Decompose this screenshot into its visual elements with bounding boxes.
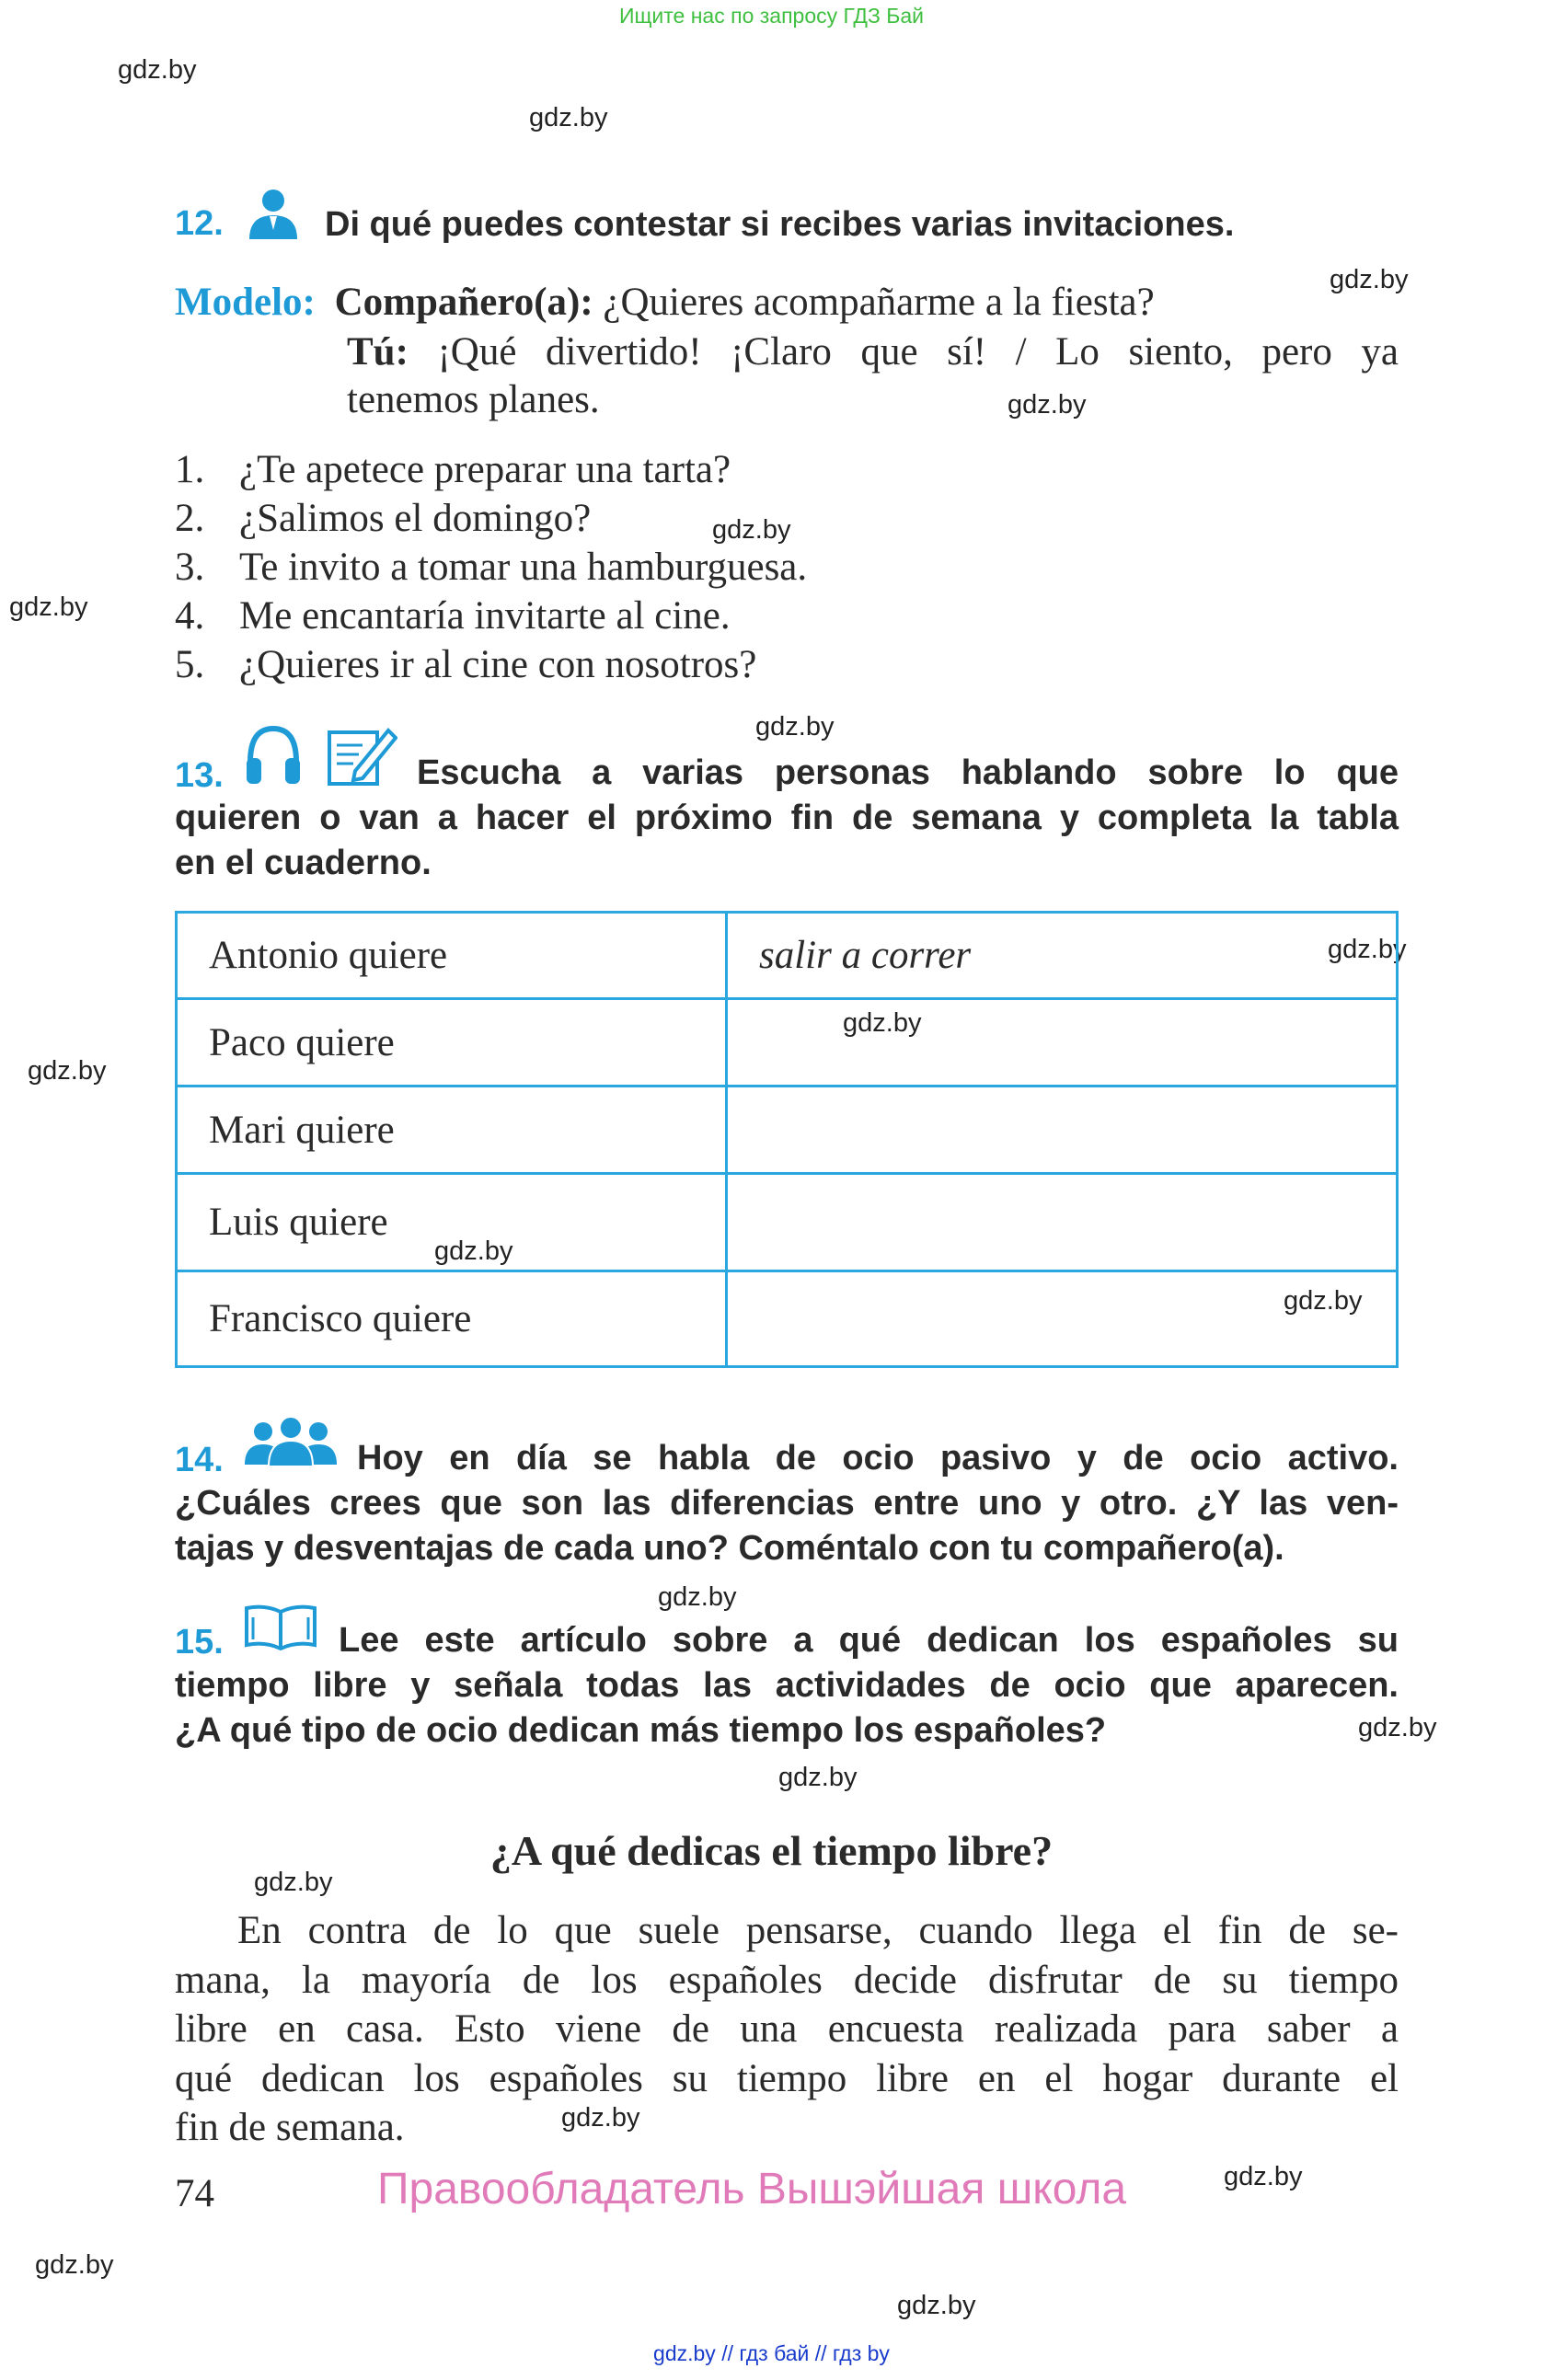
watermark: gdz.by <box>254 1868 333 1897</box>
modelo-label: Modelo: <box>175 281 316 324</box>
table-row <box>178 1175 1396 1272</box>
article-body <box>175 1906 1399 2153</box>
table-cell-answer: salir a correr <box>759 934 972 977</box>
list-item-number: 1. <box>175 448 205 491</box>
exercise-15-line-2: tiempo libre y señala todas las actividades de ocio que aparecen. <box>175 1666 1399 1705</box>
watermark: gdz.by <box>1330 265 1409 294</box>
list-item-number: 3. <box>175 546 205 589</box>
watermark: gdz.by <box>712 515 791 545</box>
watermark: gdz.by <box>1284 1286 1363 1316</box>
exercise-15-line-3: ¿A qué tipo de ocio dedican más tiempo los españoles? <box>175 1711 1107 1750</box>
person-icon <box>245 186 302 241</box>
table-cell-answer <box>728 1000 1396 1085</box>
list-item-text: Me encantaría invitarte al cine. <box>239 594 731 638</box>
modelo-line-1 <box>175 280 1155 325</box>
exercise-13-number: 13. <box>175 756 224 795</box>
table-cell-answer <box>728 1175 1396 1270</box>
top-banner: Ищите нас по запросу ГДЗ Бай <box>618 4 925 28</box>
list-item <box>175 496 591 541</box>
table-row <box>178 1272 1396 1365</box>
watermark: gdz.by <box>28 1056 107 1086</box>
list-item-number: 5. <box>175 643 205 686</box>
exercise-13-instruction <box>175 751 1399 886</box>
article-line: libre en casa. Esto viene de una encuesta realizada para saber a <box>175 2007 1399 2051</box>
article-line: qué dedican los españoles su tiempo libre en el hogar durante el <box>175 2056 1399 2100</box>
companero-label: Compañero(a): <box>334 281 593 324</box>
copyright-notice: Правообладатель Вышэйшая школа <box>377 2165 1127 2213</box>
watermark: gdz.by <box>843 1008 922 1038</box>
exercise-14-line-3: tajas y desventajas de cada uno? Coméntalo con tu compañero(a). <box>175 1529 1284 1568</box>
table-cell-name: Luis quiere <box>178 1175 728 1270</box>
watermark: gdz.by <box>755 712 835 742</box>
exercise-14-number: 14. <box>175 1441 224 1479</box>
companero-text: ¿Quieres acompañarme a la fiesta? <box>603 281 1155 324</box>
list-item <box>175 593 731 638</box>
table-cell-name: Paco quiere <box>178 1000 728 1085</box>
list-item-number: 4. <box>175 594 205 638</box>
watermark: gdz.by <box>897 2291 976 2320</box>
table-cell-answer <box>728 1272 1396 1365</box>
table-row <box>178 914 1396 1000</box>
modelo-line-2 <box>347 329 1399 374</box>
watermark: gdz.by <box>778 1763 858 1792</box>
list-item-text: ¿Salimos el domingo? <box>239 497 592 540</box>
table-cell-name: Antonio quiere <box>178 914 728 997</box>
answer-table <box>175 911 1399 1368</box>
exercise-15-line-1: Lee este artículo sobre a qué dedican los españoles su <box>339 1621 1399 1660</box>
exercise-14-line-1: Hoy en día se habla de ocio pasivo y de ocio activo. <box>357 1439 1399 1477</box>
watermark: gdz.by <box>1224 2162 1303 2191</box>
table-row <box>178 1000 1396 1087</box>
watermark: gdz.by <box>118 55 197 85</box>
table-cell-name: Francisco quiere <box>178 1272 728 1365</box>
article-line: En contra de lo que suele pensarse, cuando llega el fin de se- <box>237 1909 1399 1952</box>
list-item-text: ¿Quieres ir al cine con nosotros? <box>239 643 757 686</box>
table-row <box>178 1087 1396 1175</box>
modelo-line-3: tenemos planes. <box>347 378 600 421</box>
exercise-15-instruction <box>175 1618 1399 1753</box>
list-item-text: ¿Te apetece preparar una tarta? <box>239 448 731 491</box>
watermark: gdz.by <box>529 103 608 132</box>
article-title: ¿A qué dedicas el tiempo libre? <box>489 1827 1054 1874</box>
article-line: mana, la mayoría de los españoles decide disfrutar de su tiempo <box>175 1958 1399 2002</box>
tu-label: Tú: <box>347 330 409 374</box>
table-cell-name: Mari quiere <box>178 1087 728 1172</box>
watermark: gdz.by <box>1358 1713 1437 1742</box>
list-item <box>175 545 807 590</box>
article-line: fin de semana. <box>175 2106 405 2149</box>
list-item <box>175 447 731 492</box>
exercise-13-line-1: Escucha a varias personas hablando sobre lo que <box>417 753 1399 792</box>
list-item-text: Te invito a tomar una hamburguesa. <box>239 546 808 589</box>
exercise-14-instruction <box>175 1436 1399 1571</box>
watermark: gdz.by <box>658 1582 737 1612</box>
watermark: gdz.by <box>434 1236 513 1266</box>
watermark: gdz.by <box>1328 935 1407 964</box>
watermark: gdz.by <box>561 2103 640 2133</box>
list-item <box>175 642 756 687</box>
exercise-12-number: 12. <box>175 204 224 243</box>
list-item-number: 2. <box>175 497 205 540</box>
table-cell-answer <box>728 1087 1396 1172</box>
page-number: 74 <box>175 2172 214 2215</box>
watermark: gdz.by <box>1008 390 1087 420</box>
tu-text: ¡Qué divertido! ¡Claro que sí! / Lo siento, pero ya <box>437 330 1399 374</box>
exercise-13-line-3: en el cuaderno. <box>175 844 432 882</box>
exercise-12-instruction: Di qué puedes contestar si recibes varias invitaciones. <box>325 205 1235 244</box>
exercise-13-line-2: quieren o van a hacer el próximo fin de semana y completa la tabla <box>175 799 1399 837</box>
watermark: gdz.by <box>9 592 88 622</box>
exercise-14-line-2: ¿Cuáles crees que son las diferencias entre uno y otro. ¿Y las ven- <box>175 1484 1399 1523</box>
exercise-15-number: 15. <box>175 1623 224 1661</box>
bottom-banner[interactable]: gdz.by // гдз бай // гдз by <box>653 2341 890 2365</box>
watermark: gdz.by <box>35 2250 114 2280</box>
